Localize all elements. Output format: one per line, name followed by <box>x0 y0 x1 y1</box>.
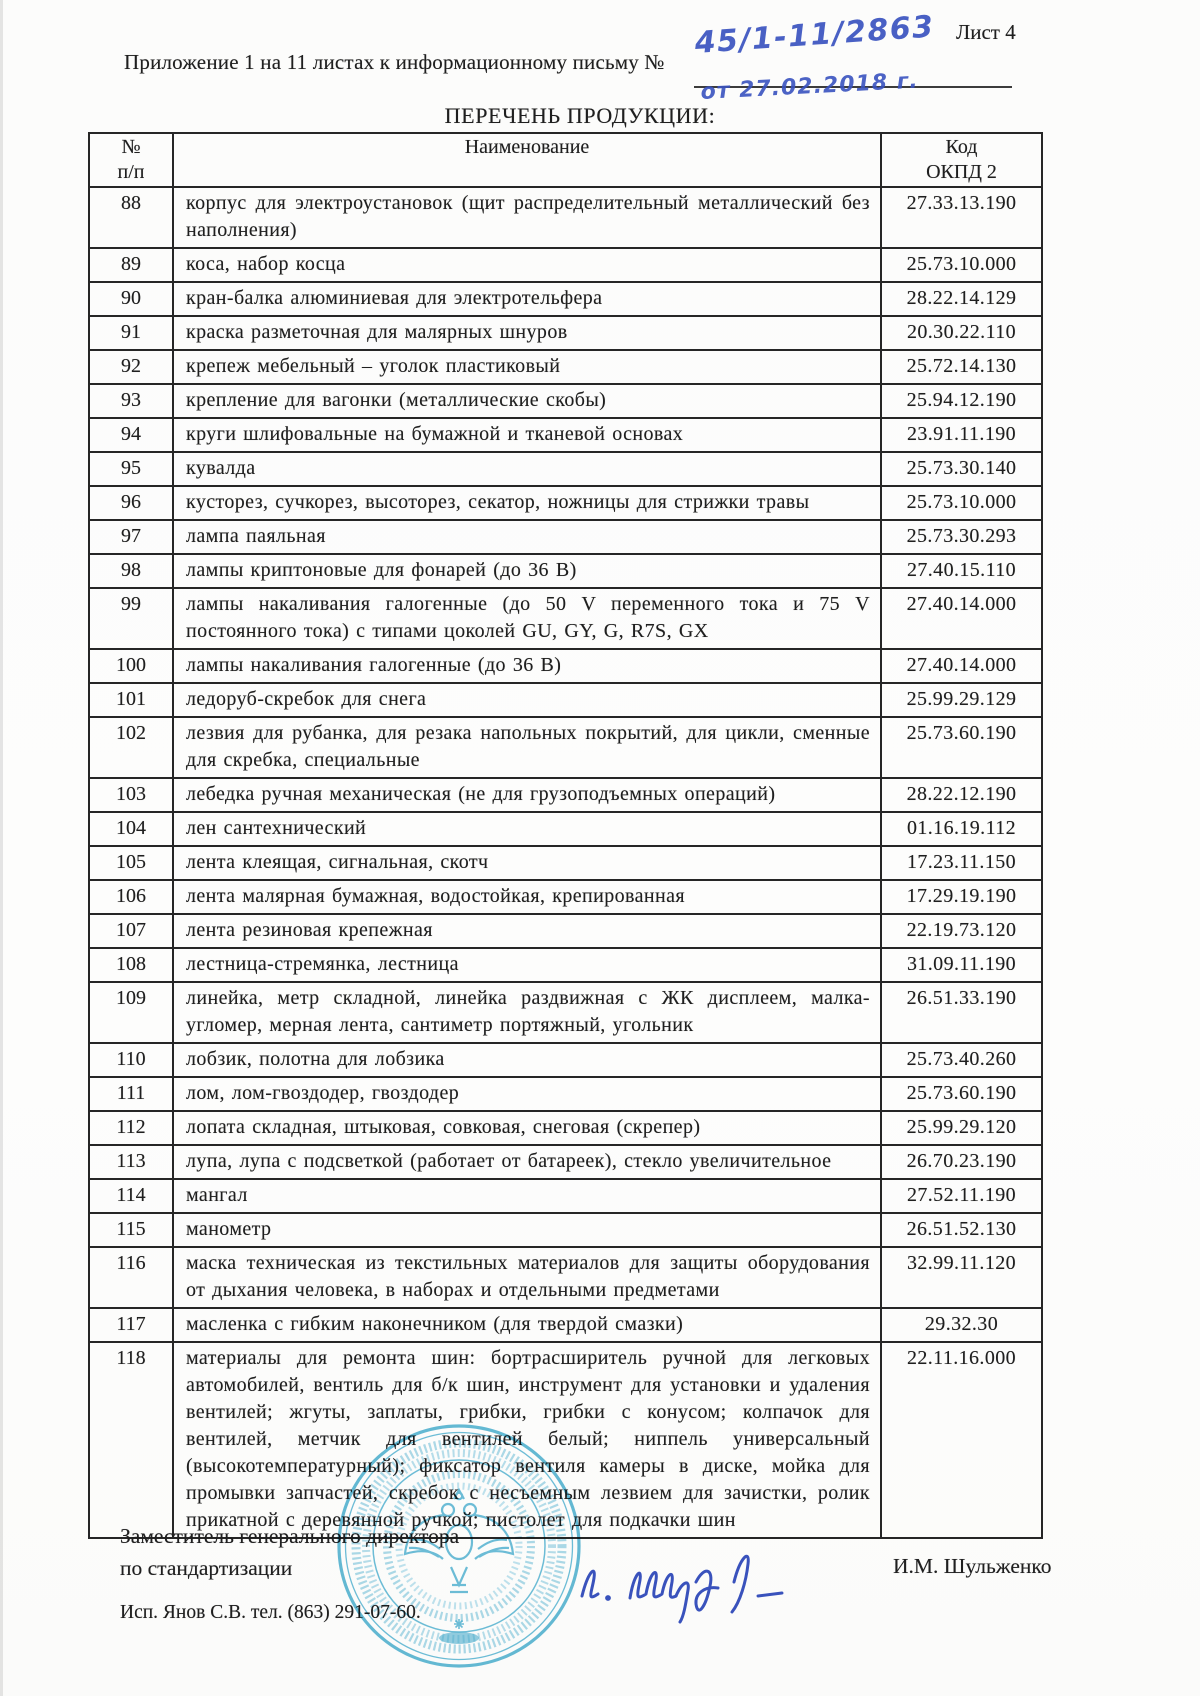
row-number: 115 <box>89 1213 173 1247</box>
row-code: 27.40.15.110 <box>881 554 1042 588</box>
table-row <box>89 1111 1042 1145</box>
row-number: 93 <box>89 384 173 418</box>
row-code: 25.73.60.190 <box>881 1077 1042 1111</box>
row-name: линейка, метр складной, линейка раздвижная с ЖК дисплеем, малка-угломер, мерная лента, сантиметр портяжный, угольник <box>173 982 881 1043</box>
stamp-star-icon <box>454 1619 464 1629</box>
row-number: 98 <box>89 554 173 588</box>
row-number: 100 <box>89 649 173 683</box>
table-row <box>89 384 1042 418</box>
product-table <box>88 132 1043 1539</box>
row-code: 28.22.14.129 <box>881 282 1042 316</box>
row-code: 27.40.14.000 <box>881 588 1042 649</box>
row-code: 29.32.30 <box>881 1308 1042 1342</box>
row-name: лента клеящая, сигнальная, скотч <box>173 846 881 880</box>
row-name: лампы накаливания галогенные (до 36 В) <box>173 649 881 683</box>
row-code: 25.72.14.130 <box>881 350 1042 384</box>
row-name: крепеж мебельный – уголок пластиковый <box>173 350 881 384</box>
row-name: кусторез, сучкорез, высоторез, секатор, ножницы для стрижки травы <box>173 486 881 520</box>
table-row <box>89 316 1042 350</box>
row-number: 91 <box>89 316 173 350</box>
table-row <box>89 520 1042 554</box>
row-number: 94 <box>89 418 173 452</box>
row-name: ледоруб-скребок для снега <box>173 683 881 717</box>
stamp-smudge <box>439 1632 479 1644</box>
table-row <box>89 649 1042 683</box>
row-name: кувалда <box>173 452 881 486</box>
table-row <box>89 1247 1042 1308</box>
row-name: круги шлифовальные на бумажной и тканевой основах <box>173 418 881 452</box>
signer-title-line2: по стандартизации <box>120 1556 293 1580</box>
row-name: крепление для вагонки (металлические скобы) <box>173 384 881 418</box>
table-row <box>89 982 1042 1043</box>
row-number: 99 <box>89 588 173 649</box>
row-name: лезвия для рубанка, для резака напольных покрытий, для цикли, сменные для скребка, специальные <box>173 717 881 778</box>
table-row <box>89 588 1042 649</box>
column-header-num-bottom: п/п <box>117 161 145 183</box>
row-code: 22.19.73.120 <box>881 914 1042 948</box>
row-number: 89 <box>89 248 173 282</box>
table-row <box>89 880 1042 914</box>
row-number: 114 <box>89 1179 173 1213</box>
row-name: лента малярная бумажная, водостойкая, крепированная <box>173 880 881 914</box>
table-row <box>89 1043 1042 1077</box>
table-row <box>89 846 1042 880</box>
row-name: лупа, лупа с подсветкой (работает от батареек), стекло увеличительное <box>173 1145 881 1179</box>
row-code: 17.29.19.190 <box>881 880 1042 914</box>
table-row <box>89 248 1042 282</box>
table-row <box>89 812 1042 846</box>
table-row <box>89 187 1042 248</box>
row-number: 118 <box>89 1342 173 1538</box>
row-number: 107 <box>89 914 173 948</box>
row-name: лампы криптоновые для фонарей (до 36 В) <box>173 554 881 588</box>
row-code: 27.40.14.000 <box>881 649 1042 683</box>
row-code: 32.99.11.120 <box>881 1247 1042 1308</box>
row-name: корпус для электроустановок (щит распределительный металлический без наполнения) <box>173 187 881 248</box>
table-row <box>89 452 1042 486</box>
column-header-code <box>881 133 1042 187</box>
table-row <box>89 486 1042 520</box>
column-header-num <box>89 133 173 187</box>
row-code: 28.22.12.190 <box>881 778 1042 812</box>
row-code: 17.23.11.150 <box>881 846 1042 880</box>
row-code: 20.30.22.110 <box>881 316 1042 350</box>
row-number: 92 <box>89 350 173 384</box>
row-name: лопата складная, штыковая, совковая, снеговая (скрепер) <box>173 1111 881 1145</box>
row-name: лом, лом-гвоздодер, гвоздодер <box>173 1077 881 1111</box>
row-name: лампы накаливания галогенные (до 50 V переменного тока и 75 V постоянного тока) с типами цоколей GU, GY, G, R7S, GX <box>173 588 881 649</box>
table-row <box>89 914 1042 948</box>
row-number: 117 <box>89 1308 173 1342</box>
row-code: 26.51.33.190 <box>881 982 1042 1043</box>
table-row <box>89 1179 1042 1213</box>
row-code: 25.73.30.293 <box>881 520 1042 554</box>
row-number: 101 <box>89 683 173 717</box>
handwritten-letter-date: от 27.02.2018 г. <box>700 68 920 105</box>
row-name: коса, набор косца <box>173 248 881 282</box>
row-number: 102 <box>89 717 173 778</box>
table-row <box>89 350 1042 384</box>
row-number: 90 <box>89 282 173 316</box>
row-name: маска техническая из текстильных материалов для защиты оборудования от дыхания человека, в наборах и отдельными предметами <box>173 1247 881 1308</box>
page-title: ПЕРЕЧЕНЬ ПРОДУКЦИИ: <box>444 103 716 128</box>
row-code: 25.99.29.120 <box>881 1111 1042 1145</box>
row-code: 26.51.52.130 <box>881 1213 1042 1247</box>
table-row <box>89 778 1042 812</box>
row-number: 96 <box>89 486 173 520</box>
row-number: 97 <box>89 520 173 554</box>
handwritten-letter-number: 45/1-11/2863 <box>693 9 936 62</box>
column-header-code-top: Код <box>945 136 978 158</box>
row-name: лебедка ручная механическая (не для грузоподъемных операций) <box>173 778 881 812</box>
row-number: 111 <box>89 1077 173 1111</box>
row-code: 27.33.13.190 <box>881 187 1042 248</box>
signature <box>572 1538 804 1630</box>
column-header-name: Наименование <box>173 133 881 187</box>
row-code: 01.16.19.112 <box>881 812 1042 846</box>
table-row <box>89 282 1042 316</box>
table-row <box>89 683 1042 717</box>
column-header-code-bottom: ОКПД 2 <box>926 161 997 183</box>
signer-title-line1: Заместитель генерального директора <box>120 1524 460 1548</box>
row-name: мангал <box>173 1179 881 1213</box>
row-code: 31.09.11.190 <box>881 948 1042 982</box>
row-number: 103 <box>89 778 173 812</box>
table-row <box>89 418 1042 452</box>
table-row <box>89 1145 1042 1179</box>
row-number: 112 <box>89 1111 173 1145</box>
row-code: 25.73.30.140 <box>881 452 1042 486</box>
table-row <box>89 717 1042 778</box>
row-code: 25.94.12.190 <box>881 384 1042 418</box>
row-code: 25.73.40.260 <box>881 1043 1042 1077</box>
table-row <box>89 554 1042 588</box>
row-name: лампа паяльная <box>173 520 881 554</box>
row-code: 25.99.29.129 <box>881 683 1042 717</box>
table-header-row <box>89 133 1042 187</box>
eagle-emblem-icon <box>405 1490 513 1592</box>
row-code: 25.73.60.190 <box>881 717 1042 778</box>
row-number: 104 <box>89 812 173 846</box>
official-stamp-icon <box>333 1420 585 1672</box>
row-code: 27.52.11.190 <box>881 1179 1042 1213</box>
row-number: 95 <box>89 452 173 486</box>
row-code: 25.73.10.000 <box>881 248 1042 282</box>
row-name: лен сантехнический <box>173 812 881 846</box>
row-number: 109 <box>89 982 173 1043</box>
executor-line: Исп. Янов С.В. тел. (863) 291-07-60. <box>120 1602 421 1623</box>
row-number: 88 <box>89 187 173 248</box>
row-number: 116 <box>89 1247 173 1308</box>
table-row <box>89 948 1042 982</box>
row-name: масленка с гибким наконечником (для твердой смазки) <box>173 1308 881 1342</box>
sheet-number-label: Лист 4 <box>956 20 1016 44</box>
row-code: 22.11.16.000 <box>881 1342 1042 1538</box>
row-number: 108 <box>89 948 173 982</box>
row-name: лента резиновая крепежная <box>173 914 881 948</box>
table-row <box>89 1077 1042 1111</box>
row-name: лобзик, полотна для лобзика <box>173 1043 881 1077</box>
row-number: 110 <box>89 1043 173 1077</box>
row-number: 105 <box>89 846 173 880</box>
table-row <box>89 1308 1042 1342</box>
row-code: 26.70.23.190 <box>881 1145 1042 1179</box>
row-number: 113 <box>89 1145 173 1179</box>
row-name: материалы для ремонта шин: бортрасширитель ручной для легковых автомобилей, вентиль для б/к шин, инструмент для установки и удаления вентилей; жгуты, заплаты, грибки, грибки с конусом; колпачок для вентилей, метчик для вентилей белый; ниппель универсальный (высокотемпературный); фиксатор вентиля камеры в диске, мойка для промывки запчастей, скребок с несъемным лезвием для зачистки, ролик прикатной с деревянной ручкой; пистолет для подкачки шин <box>173 1342 881 1538</box>
row-name: манометр <box>173 1213 881 1247</box>
row-code: 25.73.10.000 <box>881 486 1042 520</box>
column-header-num-top: № <box>121 136 141 158</box>
table-row <box>89 1213 1042 1247</box>
row-name: лестница-стремянка, лестница <box>173 948 881 982</box>
row-number: 106 <box>89 880 173 914</box>
signer-name: И.М. Шульженко <box>893 1554 1052 1578</box>
row-name: краска разметочная для малярных шнуров <box>173 316 881 350</box>
appendix-header-line: Приложение 1 на 11 листах к информационному письму № <box>124 50 665 74</box>
row-code: 23.91.11.190 <box>881 418 1042 452</box>
row-name: кран-балка алюминиевая для электротельфера <box>173 282 881 316</box>
